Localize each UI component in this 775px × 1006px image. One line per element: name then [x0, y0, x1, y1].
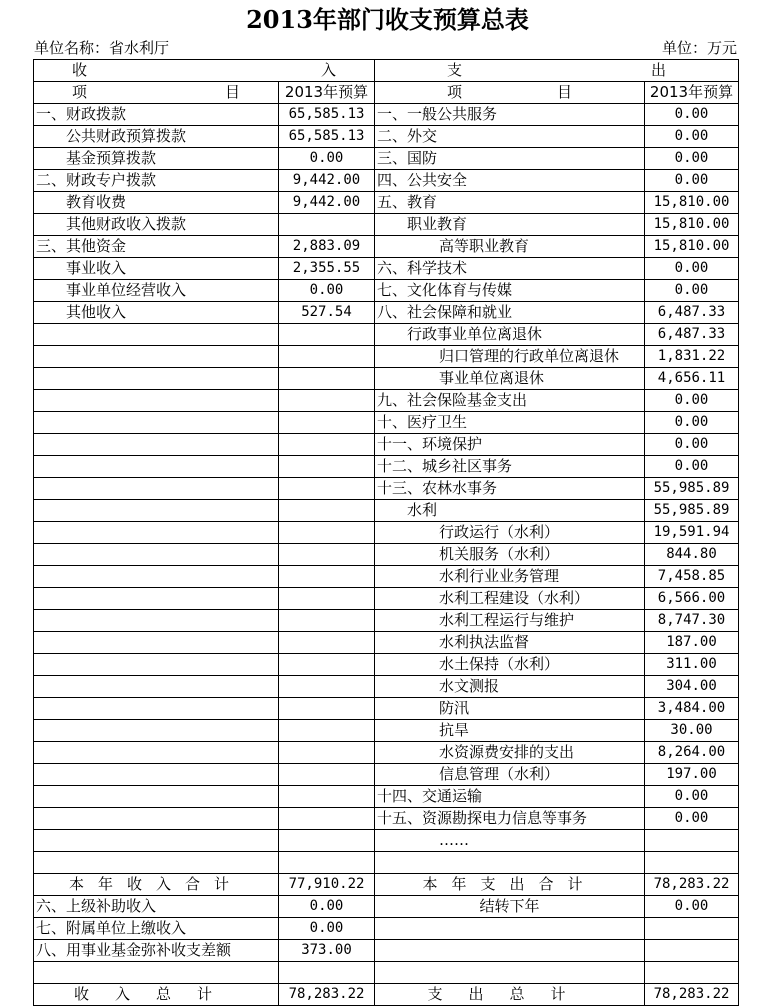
- expense-item-right: 目: [556, 83, 572, 101]
- expense-item-left: 项: [447, 83, 463, 101]
- table-row: [34, 302, 739, 324]
- expense-item: 水土保持（水利）: [375, 654, 645, 676]
- table-row: [34, 368, 739, 390]
- expense-value: 197.00: [645, 764, 739, 786]
- income-value: [279, 522, 375, 544]
- expense-item: 高等职业教育: [375, 236, 645, 258]
- unit-label: 单位：万元: [661, 39, 737, 57]
- expense-item: 防汛: [375, 698, 645, 720]
- income-item: [34, 610, 279, 632]
- table-row: [34, 522, 739, 544]
- income-item: [34, 456, 279, 478]
- expense-value: 0.00: [645, 786, 739, 808]
- expense-value: 55,985.89: [645, 500, 739, 522]
- income-item: [34, 346, 279, 368]
- income-header-right: 入: [320, 61, 336, 79]
- income-value: [279, 852, 375, 874]
- income-value: 0.00: [279, 148, 375, 170]
- expense-item: 结转下年: [375, 896, 645, 918]
- year-expense-total-label: 本年支出合计: [375, 874, 645, 896]
- table-row: [34, 808, 739, 830]
- table-row: [34, 500, 739, 522]
- income-item: 公共财政预算拨款: [34, 126, 279, 148]
- income-value: [279, 676, 375, 698]
- income-header-left: 收: [72, 61, 88, 79]
- expense-value: 0.00: [645, 280, 739, 302]
- expense-item: 五、教育: [375, 192, 645, 214]
- income-value: [279, 500, 375, 522]
- income-value: [279, 962, 375, 984]
- income-value: [279, 588, 375, 610]
- expense-value: 6,487.33: [645, 324, 739, 346]
- expense-header: [375, 60, 739, 82]
- year-income-total-value: 77,910.22: [279, 874, 375, 896]
- table-row: [34, 148, 739, 170]
- expense-item: 十一、环境保护: [375, 434, 645, 456]
- expense-item: 抗旱: [375, 720, 645, 742]
- expense-item: [375, 852, 645, 874]
- income-item: [34, 786, 279, 808]
- table-row: [34, 434, 739, 456]
- expense-value: 0.00: [645, 148, 739, 170]
- expense-item: 十四、交通运输: [375, 786, 645, 808]
- expense-item: 水利行业业务管理: [375, 566, 645, 588]
- expense-item-header: [375, 82, 645, 104]
- income-value: [279, 742, 375, 764]
- income-item: [34, 588, 279, 610]
- table-row: [34, 654, 739, 676]
- expense-item: 水利工程建设（水利）: [375, 588, 645, 610]
- expense-value: 0.00: [645, 126, 739, 148]
- year-income-total-label: 本年收入合计: [34, 874, 279, 896]
- income-value: 2,355.55: [279, 258, 375, 280]
- income-value: [279, 764, 375, 786]
- income-value: [279, 456, 375, 478]
- income-item: [34, 676, 279, 698]
- expense-value: 55,985.89: [645, 478, 739, 500]
- income-item: 基金预算拨款: [34, 148, 279, 170]
- table-row: [34, 940, 739, 962]
- income-value: [279, 324, 375, 346]
- table-row: [34, 456, 739, 478]
- expense-item: 水利工程运行与维护: [375, 610, 645, 632]
- income-item: [34, 324, 279, 346]
- expense-item: 信息管理（水利）: [375, 764, 645, 786]
- expense-value: 0.00: [645, 258, 739, 280]
- expense-item: 二、外交: [375, 126, 645, 148]
- income-item: [34, 654, 279, 676]
- table-row: [34, 280, 739, 302]
- expense-item: 归口管理的行政单位离退休: [375, 346, 645, 368]
- expense-budget-header: 2013年预算: [645, 82, 739, 104]
- income-item: [34, 742, 279, 764]
- income-value: 0.00: [279, 918, 375, 940]
- income-item: 其他收入: [34, 302, 279, 324]
- table-row: [34, 412, 739, 434]
- income-item: [34, 368, 279, 390]
- income-value: [279, 566, 375, 588]
- table-row: [34, 676, 739, 698]
- income-value: [279, 654, 375, 676]
- grand-expense-total-value: 78,283.22: [645, 984, 739, 1006]
- header-row-items: [34, 82, 739, 104]
- income-value: [279, 786, 375, 808]
- income-value: 65,585.13: [279, 126, 375, 148]
- expense-value: [645, 830, 739, 852]
- grand-income-total-value: 78,283.22: [279, 984, 375, 1006]
- income-item: [34, 434, 279, 456]
- income-item: [34, 698, 279, 720]
- table-row: [34, 236, 739, 258]
- income-value: 9,442.00: [279, 192, 375, 214]
- expense-value: [645, 940, 739, 962]
- expense-value: [645, 852, 739, 874]
- income-value: [279, 610, 375, 632]
- budget-table: [33, 59, 739, 1006]
- expense-item: 六、科学技术: [375, 258, 645, 280]
- income-value: 2,883.09: [279, 236, 375, 258]
- table-row: [34, 764, 739, 786]
- expense-item: 八、社会保障和就业: [375, 302, 645, 324]
- table-row: [34, 214, 739, 236]
- income-value: 0.00: [279, 280, 375, 302]
- table-row: [34, 720, 739, 742]
- income-value: [279, 632, 375, 654]
- income-item: [34, 808, 279, 830]
- table-row: [34, 258, 739, 280]
- income-item: [34, 720, 279, 742]
- expense-item: 十、医疗卫生: [375, 412, 645, 434]
- expense-item: 机关服务（水利）: [375, 544, 645, 566]
- income-item: [34, 962, 279, 984]
- expense-value: 19,591.94: [645, 522, 739, 544]
- income-item: 二、财政专户拨款: [34, 170, 279, 192]
- income-value: 9,442.00: [279, 170, 375, 192]
- grand-income-total-label: 收入总计: [34, 984, 279, 1006]
- table-row: [34, 698, 739, 720]
- income-value: [279, 346, 375, 368]
- income-item: [34, 500, 279, 522]
- table-row: [34, 566, 739, 588]
- table-row: [34, 632, 739, 654]
- expense-item: 十五、资源勘探电力信息等事务: [375, 808, 645, 830]
- income-item: 七、附属单位上缴收入: [34, 918, 279, 940]
- expense-value: 0.00: [645, 390, 739, 412]
- table-row: [34, 896, 739, 918]
- expense-item: ……: [375, 830, 645, 852]
- income-value: 65,585.13: [279, 104, 375, 126]
- expense-value: 8,747.30: [645, 610, 739, 632]
- expense-item: 水文测报: [375, 676, 645, 698]
- expense-item: 十二、城乡社区事务: [375, 456, 645, 478]
- expense-value: 3,484.00: [645, 698, 739, 720]
- expense-item: 十三、农林水事务: [375, 478, 645, 500]
- income-item: [34, 412, 279, 434]
- year-total-row: [34, 874, 739, 896]
- income-value: [279, 808, 375, 830]
- income-item: [34, 632, 279, 654]
- expense-value: 6,566.00: [645, 588, 739, 610]
- income-item: 其他财政收入拨款: [34, 214, 279, 236]
- expense-value: 15,810.00: [645, 192, 739, 214]
- expense-value: [645, 962, 739, 984]
- expense-value: 187.00: [645, 632, 739, 654]
- income-item: 一、财政拨款: [34, 104, 279, 126]
- expense-item: 行政运行（水利）: [375, 522, 645, 544]
- income-item: [34, 830, 279, 852]
- expense-item: [375, 962, 645, 984]
- income-item: [34, 390, 279, 412]
- table-row: [34, 852, 739, 874]
- expense-value: 304.00: [645, 676, 739, 698]
- expense-item: 九、社会保险基金支出: [375, 390, 645, 412]
- income-item-header: [34, 82, 279, 104]
- expense-value: 0.00: [645, 104, 739, 126]
- expense-item: 事业单位离退休: [375, 368, 645, 390]
- income-item: [34, 566, 279, 588]
- income-item: [34, 764, 279, 786]
- expense-item: [375, 940, 645, 962]
- income-value: 373.00: [279, 940, 375, 962]
- expense-value: 1,831.22: [645, 346, 739, 368]
- table-row: [34, 918, 739, 940]
- grand-total-row: [34, 984, 739, 1006]
- table-row: [34, 786, 739, 808]
- income-value: [279, 698, 375, 720]
- table-row: [34, 192, 739, 214]
- grand-expense-total-label: 支出总计: [375, 984, 645, 1006]
- income-item: [34, 544, 279, 566]
- income-item: [34, 478, 279, 500]
- table-row: [34, 478, 739, 500]
- income-item: [34, 852, 279, 874]
- income-value: [279, 720, 375, 742]
- expense-value: 8,264.00: [645, 742, 739, 764]
- income-value: [279, 412, 375, 434]
- table-row: [34, 588, 739, 610]
- expense-value: 0.00: [645, 896, 739, 918]
- income-value: 527.54: [279, 302, 375, 324]
- income-item: [34, 522, 279, 544]
- expense-value: 6,487.33: [645, 302, 739, 324]
- header-row-income-expense: [34, 60, 739, 82]
- year-expense-total-value: 78,283.22: [645, 874, 739, 896]
- expense-value: 0.00: [645, 456, 739, 478]
- expense-item: 行政事业单位离退休: [375, 324, 645, 346]
- expense-value: 7,458.85: [645, 566, 739, 588]
- expense-item: 三、国防: [375, 148, 645, 170]
- expense-header-right: 出: [650, 61, 666, 79]
- expense-item: 四、公共安全: [375, 170, 645, 192]
- expense-value: 0.00: [645, 808, 739, 830]
- income-item: 事业收入: [34, 258, 279, 280]
- income-budget-header: 2013年预算: [279, 82, 375, 104]
- table-row: [34, 104, 739, 126]
- income-item: 六、上级补助收入: [34, 896, 279, 918]
- expense-item: 一、一般公共服务: [375, 104, 645, 126]
- expense-item: 水利: [375, 500, 645, 522]
- unit-name: 单位名称：省水利厅: [34, 39, 170, 57]
- expense-value: 0.00: [645, 412, 739, 434]
- table-row: [34, 324, 739, 346]
- expense-value: 844.80: [645, 544, 739, 566]
- table-row: [34, 610, 739, 632]
- income-item: 教育收费: [34, 192, 279, 214]
- table-row: [34, 544, 739, 566]
- income-item-right: 目: [224, 83, 240, 101]
- income-value: 0.00: [279, 896, 375, 918]
- expense-item: 水资源费安排的支出: [375, 742, 645, 764]
- expense-item: 七、文化体育与传媒: [375, 280, 645, 302]
- expense-item: [375, 918, 645, 940]
- income-value: [279, 544, 375, 566]
- income-value: [279, 434, 375, 456]
- income-value: [279, 214, 375, 236]
- expense-value: 15,810.00: [645, 214, 739, 236]
- expense-value: 311.00: [645, 654, 739, 676]
- table-row: [34, 742, 739, 764]
- income-value: [279, 368, 375, 390]
- expense-value: 0.00: [645, 170, 739, 192]
- expense-header-left: 支: [447, 61, 463, 79]
- income-value: [279, 478, 375, 500]
- income-item: 八、用事业基金弥补收支差额: [34, 940, 279, 962]
- expense-item: 职业教育: [375, 214, 645, 236]
- expense-value: 4,656.11: [645, 368, 739, 390]
- expense-item: 水利执法监督: [375, 632, 645, 654]
- expense-value: 30.00: [645, 720, 739, 742]
- page-title: 2013年部门收支预算总表: [246, 5, 529, 34]
- income-item: 三、其他资金: [34, 236, 279, 258]
- income-item: 事业单位经营收入: [34, 280, 279, 302]
- table-row: [34, 962, 739, 984]
- expense-value: [645, 918, 739, 940]
- income-item-left: 项: [72, 83, 88, 101]
- table-row: [34, 126, 739, 148]
- table-row: [34, 390, 739, 412]
- income-value: [279, 830, 375, 852]
- income-value: [279, 390, 375, 412]
- expense-value: 0.00: [645, 434, 739, 456]
- income-header: [34, 60, 375, 82]
- expense-value: 15,810.00: [645, 236, 739, 258]
- table-row: [34, 346, 739, 368]
- table-row: [34, 170, 739, 192]
- table-row: [34, 830, 739, 852]
